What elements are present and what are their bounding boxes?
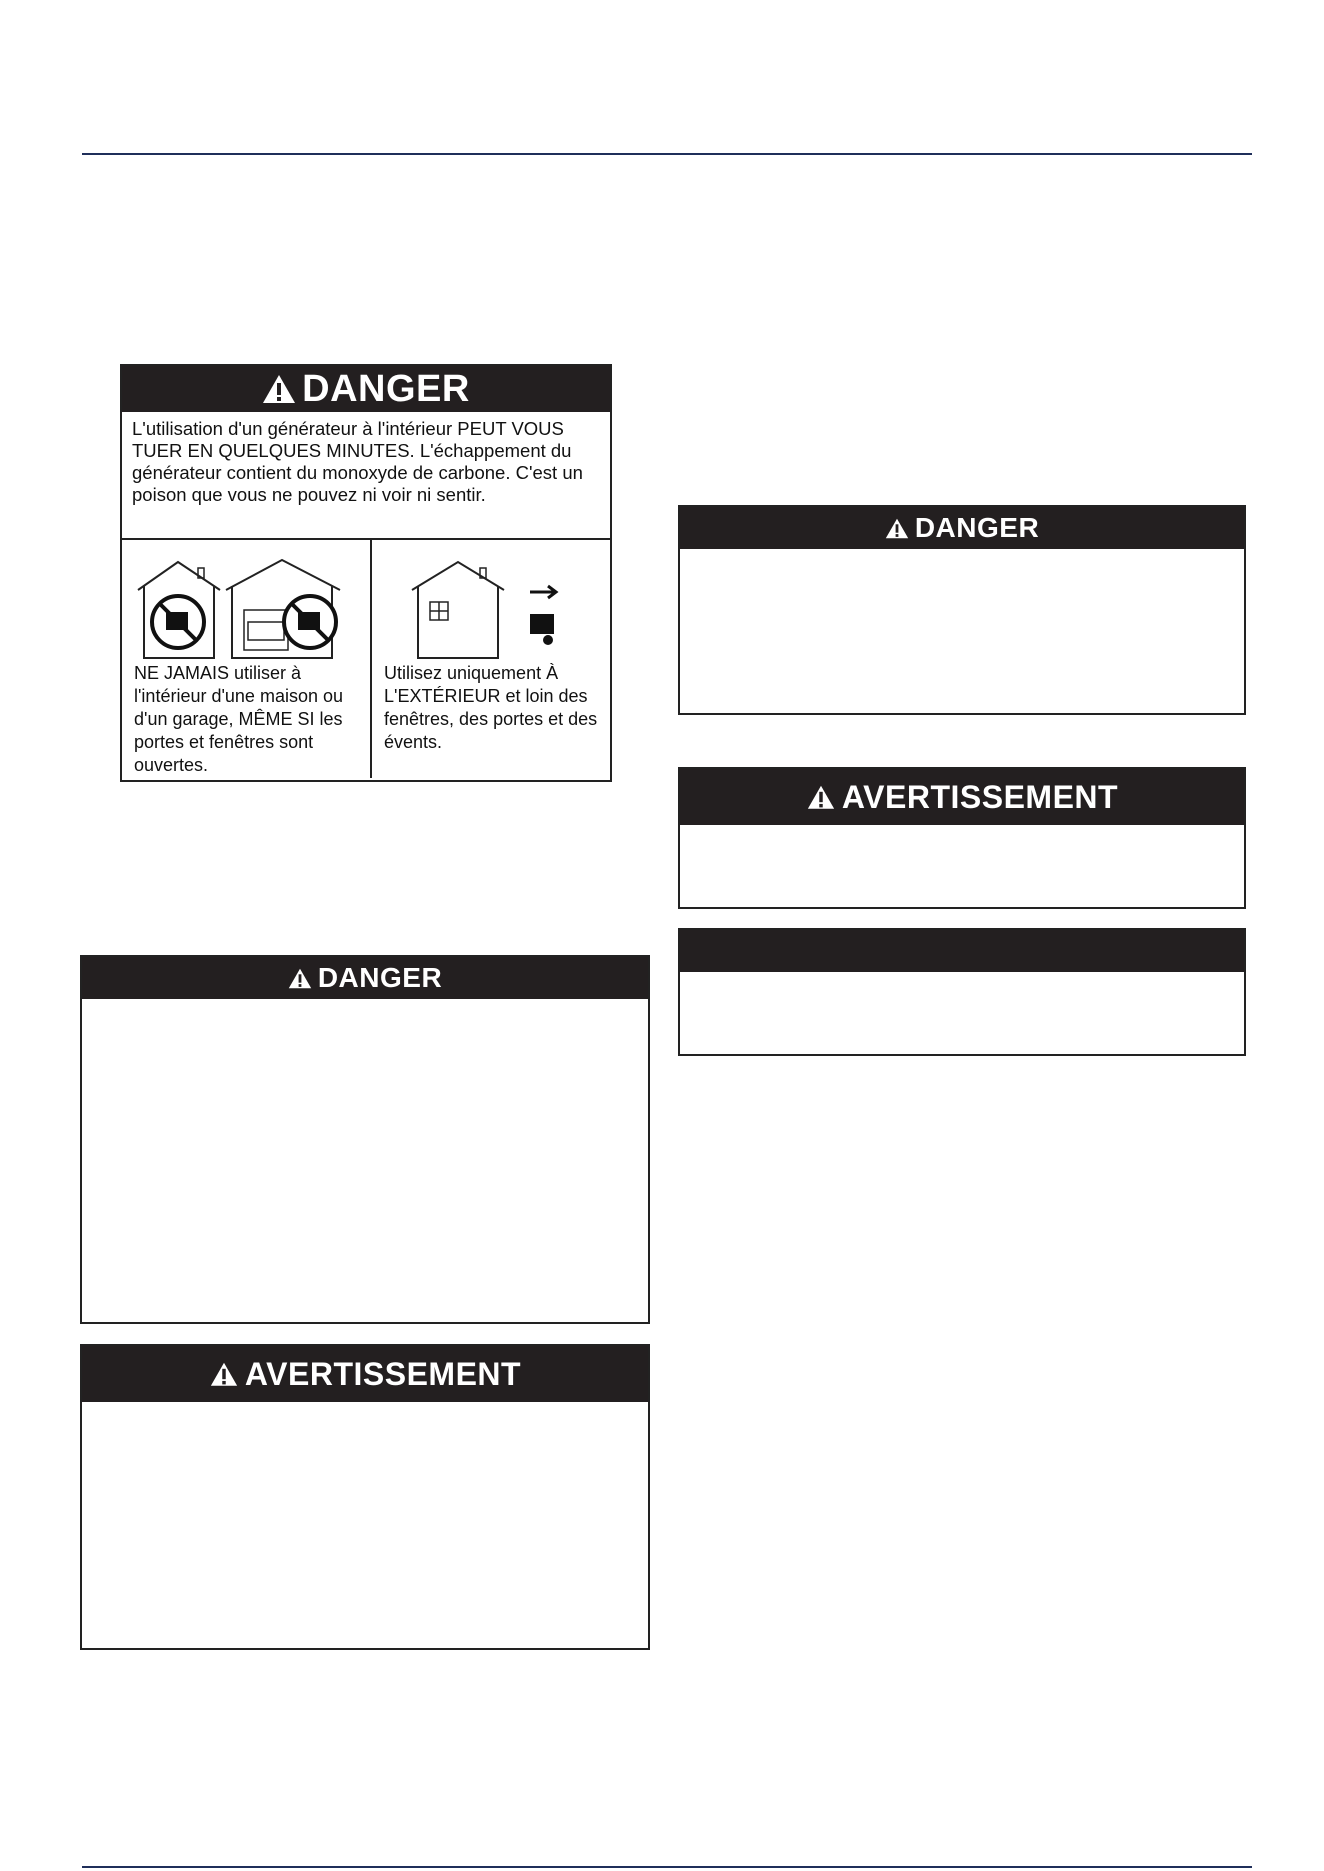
label-right-text: Utilisez uniquement À L'EXTÉRIEUR et loin des fenêtres, des portes et des évents. [384,663,598,752]
avertissement-title-right: AVERTISSEMENT [841,778,1119,815]
notice-box-right [678,928,1246,1056]
house-outdoor-generator-icon [384,550,604,662]
danger-title-right: DANGER [914,512,1040,543]
avertissement-header-left [82,1346,648,1402]
danger-box-right [678,505,1246,715]
danger-header-right [680,507,1244,549]
danger-header-left [82,957,648,999]
danger-box-left [80,955,650,1324]
label-title: DANGER [302,367,470,410]
danger-title-left: DANGER [317,962,443,993]
avertissement-box-left [80,1344,650,1650]
warning-triangle-icon [262,374,296,404]
label-header [122,366,610,412]
warning-triangle-icon [288,968,312,989]
label-right-panel [372,540,610,778]
warning-triangle-icon [885,518,909,539]
warning-triangle-icon [209,1361,239,1387]
danger-co-label [120,364,612,782]
notice-header-right [680,930,1244,972]
warning-triangle-icon [806,784,836,810]
bottom-rule [82,1866,1252,1868]
top-rule [82,153,1252,155]
label-intro: L'utilisation d'un générateur à l'intérieur PEUT VOUS TUER EN QUELQUES MINUTES. L'échappement du générateur contient du monoxyde de carbone. C'est un poison que vous ne pouvez ni voir ni sentir. [122,412,610,540]
avertissement-box-right [678,767,1246,909]
avertissement-title-left: AVERTISSEMENT [244,1355,522,1392]
label-left-panel [122,540,372,778]
avertissement-header-right [680,769,1244,825]
house-garage-no-generator-icon [134,550,364,662]
label-left-text: NE JAMAIS utiliser à l'intérieur d'une maison ou d'un garage, MÊME SI les portes et fenêtres sont ouvertes. [134,663,343,775]
